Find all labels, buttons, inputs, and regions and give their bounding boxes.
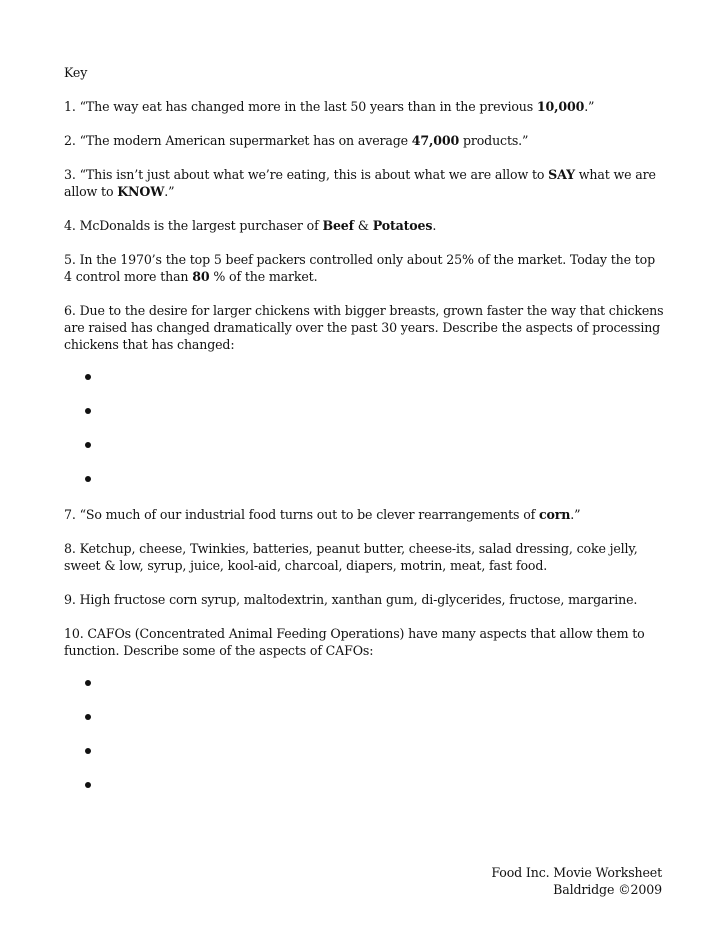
bullet-dot-icon bbox=[85, 408, 91, 414]
bullet-dot-icon bbox=[85, 680, 91, 686]
item-9: 9. High fructose corn syrup, maltodextrin, xanthan gum, di-glycerides, fructose, margarine. bbox=[64, 592, 638, 607]
item-3-text: 3. “This isn’t just about what we’re eating, this is about what we are allow to bbox=[64, 167, 549, 182]
bullet-dot-icon bbox=[85, 748, 91, 754]
item-7-answer: corn bbox=[539, 507, 571, 522]
bullet-item bbox=[64, 744, 664, 778]
key-heading: Key bbox=[64, 65, 88, 80]
bullet-item bbox=[64, 472, 664, 506]
item-1-answer: 10,000 bbox=[536, 99, 585, 114]
footer-copyright: Baldridge ©2009 bbox=[553, 882, 662, 897]
item-4-answer-2: Potatoes bbox=[372, 218, 433, 233]
bullet-item bbox=[64, 370, 664, 404]
bullet-dot-icon bbox=[85, 374, 91, 380]
item-3-text-mid: what we are allow to bbox=[64, 167, 656, 199]
bullet-dot-icon bbox=[85, 476, 91, 482]
item-7-text: 7. “So much of our industrial food turns out to be clever rearrangements of bbox=[64, 507, 540, 522]
bullet-item bbox=[64, 710, 664, 744]
item-4-text: 4. McDonalds is the largest purchaser of bbox=[64, 218, 323, 233]
item-2-text-end: products.” bbox=[459, 133, 529, 148]
bullet-item bbox=[64, 778, 664, 812]
bullet-item bbox=[64, 404, 664, 438]
item-4-text-mid: & bbox=[353, 218, 373, 233]
item-6: 6. Due to the desire for larger chickens with bigger breasts, grown faster the way that chickens are raised has changed dramatically over the past 30 years. Describe the aspects of processing chickens that has changed: bbox=[64, 303, 664, 352]
item-3-answer-2: KNOW bbox=[117, 184, 165, 199]
item-5-text-end: % of the market. bbox=[209, 269, 318, 284]
item-4 bbox=[64, 217, 664, 234]
item-7-text-end: .” bbox=[570, 507, 581, 522]
item-1-text-end: .” bbox=[584, 99, 595, 114]
item-2 bbox=[64, 132, 664, 149]
item-10-bullet-list bbox=[64, 676, 664, 812]
item-4-answer-1: Beef bbox=[322, 218, 354, 233]
item-1 bbox=[64, 98, 664, 115]
item-3 bbox=[64, 166, 664, 200]
item-2-answer: 47,000 bbox=[411, 133, 460, 148]
page-footer bbox=[491, 864, 662, 898]
item-3-text-end: .” bbox=[164, 184, 175, 199]
item-1-text: 1. “The way eat has changed more in the last 50 years than in the previous bbox=[64, 99, 537, 114]
bullet-item bbox=[64, 438, 664, 472]
item-2-text: 2. “The modern American supermarket has on average bbox=[64, 133, 412, 148]
worksheet-content bbox=[64, 64, 664, 812]
footer-title: Food Inc. Movie Worksheet bbox=[491, 865, 662, 880]
item-8: 8. Ketchup, cheese, Twinkies, batteries, peanut butter, cheese-its, salad dressing, coke jelly, sweet & low, syrup, juice, kool-aid, charcoal, diapers, motrin, meat, fast food. bbox=[64, 541, 638, 573]
item-7 bbox=[64, 506, 664, 523]
bullet-item bbox=[64, 676, 664, 710]
bullet-dot-icon bbox=[85, 442, 91, 448]
bullet-dot-icon bbox=[85, 714, 91, 720]
item-5 bbox=[64, 251, 664, 285]
bullet-dot-icon bbox=[85, 782, 91, 788]
item-5-text: 5. In the 1970’s the top 5 beef packers controlled only about 25% of the market. Today the top 4 control more than bbox=[64, 252, 655, 284]
item-6-bullet-list bbox=[64, 370, 664, 506]
item-4-text-end: . bbox=[432, 218, 437, 233]
item-3-answer-1: SAY bbox=[548, 167, 575, 182]
item-5-answer: 80 bbox=[192, 269, 210, 284]
item-10: 10. CAFOs (Concentrated Animal Feeding Operations) have many aspects that allow them to function. Describe some of the aspects of CAFOs: bbox=[64, 626, 645, 658]
